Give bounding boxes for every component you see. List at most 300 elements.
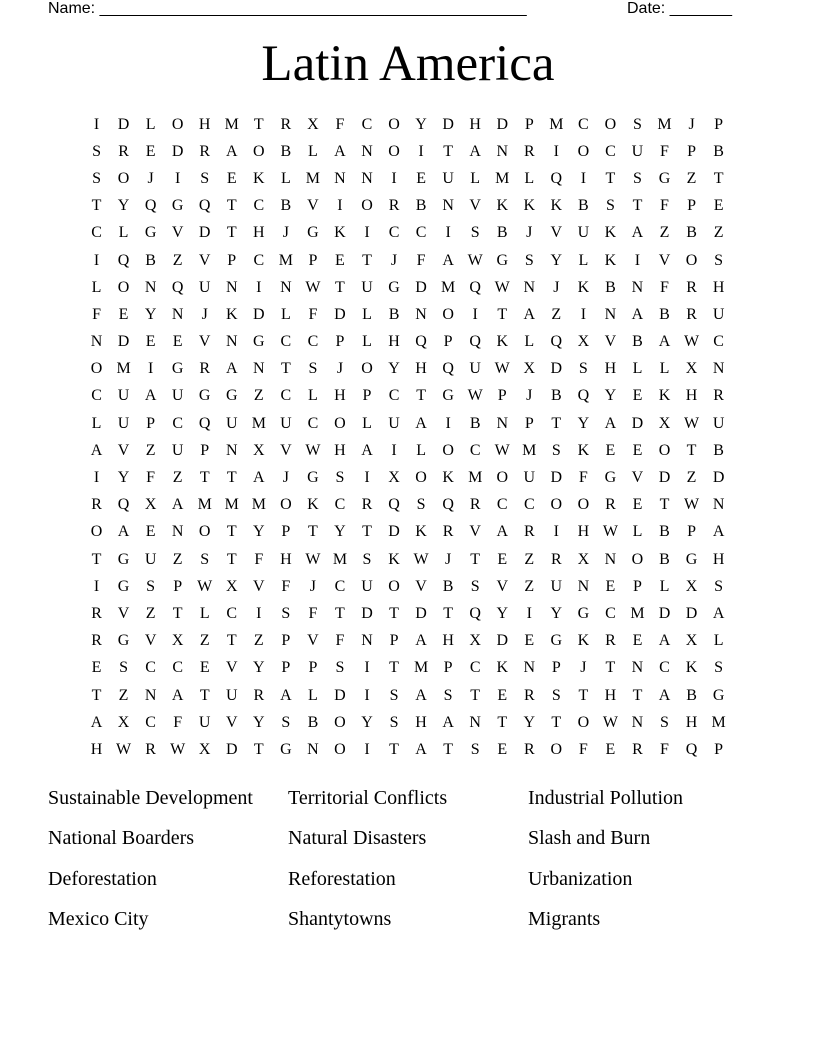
grid-letter: D: [442, 115, 454, 133]
grid-letter: Q: [577, 387, 590, 405]
grid-letter: W: [684, 496, 700, 514]
grid-letter: G: [225, 387, 238, 405]
grid-letter: S: [578, 360, 588, 378]
grid-letter: U: [171, 441, 184, 459]
word-list-row: [48, 819, 768, 860]
grid-letter: J: [147, 169, 154, 187]
grid-letter: P: [389, 632, 399, 650]
grid-letter: O: [577, 142, 590, 160]
grid-letter: T: [443, 604, 454, 622]
grid-letter: M: [441, 278, 456, 296]
grid-letter: P: [497, 387, 507, 405]
grid-letter: A: [171, 686, 184, 704]
grid-letter: S: [92, 142, 101, 160]
grid-letter: P: [308, 251, 318, 269]
grid-letter: F: [335, 115, 345, 133]
grid-letter: Y: [117, 469, 130, 487]
grid-letter: N: [415, 305, 427, 323]
grid-letter: X: [469, 632, 481, 650]
grid-letter: X: [171, 632, 184, 650]
grid-letter: H: [712, 550, 725, 568]
grid-letter: O: [117, 278, 130, 296]
grid-letter: R: [523, 686, 535, 704]
grid-letter: A: [658, 333, 671, 351]
grid-letter: R: [523, 523, 535, 541]
grid-letter: N: [225, 333, 238, 351]
grid-letter: O: [415, 469, 427, 487]
grid-letter: J: [201, 305, 208, 323]
grid-letter: F: [578, 469, 588, 487]
grid-letter: F: [173, 713, 183, 731]
grid-letter: T: [226, 632, 237, 650]
grid-letter: N: [442, 197, 454, 215]
grid-letter: S: [92, 169, 101, 187]
grid-letter: I: [472, 305, 478, 323]
grid-letter: S: [551, 686, 561, 704]
grid-letter: T: [578, 686, 589, 704]
grid-letter: L: [280, 169, 291, 187]
grid-letter: T: [280, 360, 291, 378]
grid-letter: C: [496, 496, 508, 514]
grid-letter: I: [553, 142, 559, 160]
grid-letter: N: [171, 305, 184, 323]
grid-letter: T: [199, 469, 210, 487]
grid-letter: L: [470, 169, 481, 187]
grid-letter: V: [631, 469, 644, 487]
grid-letter: C: [523, 496, 535, 514]
grid-letter: O: [577, 713, 590, 731]
grid-letter: F: [660, 278, 669, 296]
word-list-item: Sustainable Development: [48, 786, 253, 809]
grid-letter: O: [658, 441, 671, 459]
grid-letter: U: [225, 414, 238, 432]
grid-row: [83, 220, 733, 247]
grid-letter: I: [175, 169, 181, 187]
grid-letter: C: [307, 414, 319, 432]
grid-letter: E: [145, 333, 156, 351]
grid-letter: B: [550, 387, 562, 405]
grid-letter: W: [602, 523, 618, 541]
grid-letter: S: [524, 251, 534, 269]
grid-letter: D: [658, 469, 671, 487]
grid-letter: U: [361, 577, 373, 595]
grid-letter: D: [631, 414, 644, 432]
grid-letter: N: [577, 577, 590, 595]
grid-letter: D: [658, 604, 671, 622]
grid-letter: M: [413, 659, 429, 677]
grid-letter: W: [305, 278, 321, 296]
grid-letter: C: [469, 659, 481, 677]
grid-letter: F: [660, 197, 669, 215]
grid-letter: U: [550, 577, 563, 595]
grid-letter: X: [685, 632, 698, 650]
word-list-item: Territorial Conflicts: [288, 786, 448, 809]
grid-letter: T: [416, 387, 426, 405]
grid-letter: E: [497, 686, 508, 704]
grid-letter: L: [280, 305, 291, 323]
grid-letter: R: [91, 632, 102, 650]
grid-letter: V: [253, 577, 265, 595]
grid-letter: E: [605, 740, 616, 758]
grid-letter: Y: [253, 523, 265, 541]
grid-letter: R: [469, 496, 481, 514]
grid-letter: U: [280, 414, 292, 432]
grid-letter: P: [524, 115, 534, 133]
grid-letter: V: [225, 713, 238, 731]
grid-row: [83, 301, 733, 328]
grid-letter: O: [334, 713, 346, 731]
grid-letter: Z: [145, 441, 156, 459]
grid-letter: A: [523, 305, 536, 323]
word-list-item: Shantytowns: [288, 908, 392, 931]
grid-letter: D: [415, 604, 427, 622]
grid-letter: A: [415, 740, 427, 758]
grid-letter: N: [90, 333, 103, 351]
grid-letter: R: [713, 387, 724, 405]
grid-letter: E: [524, 632, 535, 650]
grid-letter: K: [307, 496, 319, 514]
grid-letter: M: [251, 414, 266, 432]
grid-letter: W: [684, 414, 700, 432]
grid-letter: T: [443, 142, 454, 160]
grid-letter: S: [470, 740, 480, 758]
grid-letter: Q: [117, 251, 130, 269]
grid-letter: O: [685, 251, 698, 269]
grid-letter: N: [225, 441, 238, 459]
grid-letter: A: [631, 224, 644, 242]
word-list-item: Slash and Burn: [528, 827, 651, 850]
grid-letter: P: [687, 142, 696, 160]
grid-letter: I: [337, 197, 343, 215]
grid-letter: T: [605, 659, 616, 677]
grid-letter: Y: [388, 360, 400, 378]
grid-letter: E: [416, 169, 426, 187]
grid-letter: S: [660, 713, 669, 731]
grid-letter: V: [280, 441, 292, 459]
grid-letter: G: [496, 251, 508, 269]
grid-letter: X: [225, 577, 238, 595]
grid-letter: N: [280, 278, 292, 296]
grid-letter: N: [361, 142, 373, 160]
grid-letter: H: [334, 387, 346, 405]
grid-row: [83, 546, 733, 573]
grid-letter: G: [198, 387, 211, 405]
grid-letter: G: [658, 169, 671, 187]
grid-row: [83, 274, 733, 301]
word-list-item: Migrants: [528, 908, 601, 931]
grid-letter: F: [660, 740, 669, 758]
grid-letter: N: [712, 360, 725, 378]
grid-letter: C: [91, 224, 102, 242]
grid-letter: E: [226, 169, 237, 187]
grid-letter: I: [634, 251, 641, 269]
grid-letter: N: [496, 142, 508, 160]
grid-letter: L: [91, 414, 102, 432]
grid-letter: P: [524, 414, 534, 432]
grid-letter: N: [469, 713, 481, 731]
grid-letter: L: [524, 333, 535, 351]
grid-letter: I: [391, 169, 397, 187]
grid-letter: A: [415, 632, 427, 650]
grid-letter: E: [91, 659, 102, 677]
grid-letter: T: [443, 740, 454, 758]
grid-letter: H: [334, 441, 346, 459]
grid-letter: J: [445, 550, 452, 568]
word-search-grid: [83, 111, 733, 764]
grid-letter: L: [632, 523, 643, 541]
grid-letter: V: [117, 441, 130, 459]
grid-letter: S: [416, 496, 426, 514]
grid-letter: I: [256, 604, 262, 622]
grid-letter: B: [605, 278, 616, 296]
grid-letter: Z: [145, 604, 156, 622]
grid-letter: Q: [144, 197, 157, 215]
grid-letter: G: [253, 333, 265, 351]
grid-letter: W: [467, 251, 483, 269]
grid-letter: Z: [172, 469, 183, 487]
grid-letter: B: [469, 414, 481, 432]
grid-letter: L: [362, 414, 372, 432]
grid-letter: M: [495, 169, 510, 187]
grid-letter: P: [714, 740, 724, 758]
grid-letter: F: [335, 632, 345, 650]
grid-letter: E: [145, 142, 156, 160]
grid-letter: C: [334, 577, 346, 595]
grid-letter: N: [225, 278, 238, 296]
grid-row: [83, 736, 733, 763]
grid-letter: L: [91, 278, 102, 296]
grid-letter: Q: [469, 333, 481, 351]
grid-letter: P: [308, 659, 318, 677]
grid-letter: I: [147, 360, 154, 378]
grid-letter: B: [415, 197, 427, 215]
grid-letter: Y: [550, 251, 563, 269]
grid-letter: I: [93, 251, 100, 269]
grid-letter: E: [605, 441, 616, 459]
grid-letter: V: [604, 333, 617, 351]
grid-letter: O: [550, 740, 563, 758]
date-field-label: Date: _______: [627, 0, 732, 17]
grid-letter: S: [281, 604, 291, 622]
grid-letter: Q: [198, 197, 211, 215]
grid-row: [83, 165, 733, 192]
grid-letter: G: [307, 224, 319, 242]
grid-letter: L: [362, 305, 372, 323]
grid-letter: H: [90, 740, 103, 758]
grid-letter: Q: [442, 496, 454, 514]
grid-letter: I: [364, 659, 370, 677]
grid-letter: R: [199, 142, 211, 160]
grid-letter: I: [526, 604, 532, 622]
grid-letter: D: [712, 469, 725, 487]
grid-letter: P: [633, 577, 642, 595]
word-list-item: Urbanization: [528, 867, 633, 890]
grid-letter: I: [364, 224, 370, 242]
grid-letter: P: [362, 387, 372, 405]
grid-letter: K: [604, 224, 617, 242]
grid-letter: A: [334, 142, 346, 160]
grid-letter: R: [91, 496, 102, 514]
grid-letter: S: [335, 469, 345, 487]
grid-letter: U: [198, 713, 211, 731]
grid-row: [83, 383, 733, 410]
grid-letter: A: [117, 523, 130, 541]
grid-letter: F: [578, 740, 588, 758]
grid-letter: R: [388, 197, 400, 215]
grid-letter: H: [442, 632, 454, 650]
grid-letter: E: [172, 333, 183, 351]
grid-letter: R: [605, 632, 616, 650]
grid-letter: B: [388, 305, 400, 323]
word-list-row: [48, 859, 768, 900]
word-list-item: Reforestation: [288, 867, 396, 890]
grid-letter: B: [632, 333, 643, 351]
grid-letter: J: [526, 387, 533, 405]
grid-letter: B: [713, 441, 724, 459]
grid-letter: D: [198, 224, 211, 242]
grid-letter: S: [308, 360, 318, 378]
grid-letter: S: [281, 713, 291, 731]
grid-letter: E: [632, 496, 643, 514]
grid-letter: N: [604, 305, 617, 323]
grid-letter: T: [91, 686, 102, 704]
grid-letter: V: [171, 224, 184, 242]
grid-letter: A: [658, 632, 671, 650]
grid-letter: D: [388, 523, 400, 541]
grid-letter: C: [253, 197, 265, 215]
grid-letter: A: [658, 686, 671, 704]
grid-letter: R: [145, 740, 156, 758]
grid-letter: A: [712, 523, 725, 541]
grid-letter: Y: [577, 414, 590, 432]
word-list-item: Natural Disasters: [288, 827, 427, 850]
grid-letter: J: [336, 360, 344, 378]
grid-letter: M: [197, 496, 212, 514]
grid-letter: T: [362, 523, 372, 541]
word-list-item: Industrial Pollution: [528, 786, 683, 809]
grid-letter: Y: [361, 713, 373, 731]
grid-letter: T: [226, 469, 237, 487]
grid-letter: O: [631, 550, 644, 568]
grid-letter: N: [361, 632, 373, 650]
grid-letter: O: [117, 169, 130, 187]
grid-letter: S: [633, 169, 642, 187]
grid-letter: V: [225, 659, 238, 677]
grid-letter: X: [144, 496, 157, 514]
grid-letter: O: [388, 577, 400, 595]
grid-letter: X: [523, 360, 536, 378]
grid-letter: J: [282, 224, 289, 242]
grid-letter: X: [577, 550, 590, 568]
grid-letter: K: [388, 550, 400, 568]
grid-letter: T: [199, 686, 210, 704]
grid-letter: M: [332, 550, 348, 568]
grid-letter: T: [389, 604, 399, 622]
grid-letter: R: [686, 305, 697, 323]
grid-letter: B: [686, 686, 697, 704]
grid-letter: T: [226, 550, 237, 568]
grid-letter: Y: [496, 604, 508, 622]
grid-row: [83, 573, 733, 600]
grid-letter: N: [253, 360, 265, 378]
grid-letter: A: [442, 713, 454, 731]
grid-letter: K: [334, 224, 346, 242]
grid-letter: K: [658, 387, 671, 405]
grid-letter: X: [685, 360, 698, 378]
grid-letter: C: [415, 224, 427, 242]
grid-letter: R: [91, 604, 102, 622]
grid-letter: D: [550, 469, 563, 487]
grid-letter: B: [659, 523, 670, 541]
grid-letter: J: [390, 251, 398, 269]
grid-letter: M: [251, 496, 266, 514]
grid-letter: Z: [253, 632, 264, 650]
grid-letter: L: [308, 686, 318, 704]
grid-letter: H: [388, 333, 400, 351]
grid-row: [83, 437, 733, 464]
grid-letter: T: [659, 496, 670, 514]
grid-letter: Z: [172, 550, 183, 568]
grid-letter: A: [604, 414, 617, 432]
grid-letter: R: [442, 523, 454, 541]
grid-letter: Z: [713, 224, 724, 242]
grid-letter: N: [604, 550, 617, 568]
grid-letter: K: [577, 632, 590, 650]
grid-letter: U: [225, 686, 238, 704]
grid-letter: X: [307, 115, 319, 133]
grid-letter: J: [553, 278, 560, 296]
grid-letter: R: [280, 115, 292, 133]
grid-letter: H: [712, 278, 725, 296]
grid-letter: T: [226, 523, 237, 541]
grid-letter: K: [496, 333, 508, 351]
grid-letter: X: [117, 713, 130, 731]
grid-letter: K: [685, 659, 698, 677]
word-list-item: National Boarders: [48, 827, 195, 850]
grid-letter: C: [605, 604, 616, 622]
grid-row: [83, 492, 733, 519]
grid-letter: I: [580, 305, 587, 323]
grid-letter: L: [416, 441, 426, 459]
grid-letter: R: [361, 496, 373, 514]
grid-letter: C: [713, 333, 724, 351]
grid-letter: D: [253, 305, 265, 323]
grid-letter: R: [523, 740, 535, 758]
grid-letter: K: [550, 197, 563, 215]
grid-letter: A: [415, 414, 427, 432]
grid-letter: S: [714, 251, 724, 269]
grid-letter: U: [361, 278, 373, 296]
grid-letter: S: [470, 577, 480, 595]
grid-letter: N: [334, 169, 346, 187]
grid-letter: H: [415, 360, 427, 378]
grid-letter: X: [577, 333, 590, 351]
grid-letter: U: [144, 550, 157, 568]
grid-letter: G: [117, 550, 130, 568]
grid-letter: L: [713, 632, 724, 650]
grid-letter: P: [146, 414, 156, 432]
grid-letter: D: [415, 278, 427, 296]
grid-letter: J: [688, 115, 695, 133]
grid-letter: B: [442, 577, 454, 595]
grid-letter: M: [116, 360, 131, 378]
grid-letter: M: [224, 115, 239, 133]
grid-letter: A: [225, 360, 238, 378]
grid-letter: C: [145, 713, 156, 731]
grid-letter: L: [362, 333, 372, 351]
grid-letter: V: [415, 577, 427, 595]
grid-letter: G: [117, 632, 130, 650]
